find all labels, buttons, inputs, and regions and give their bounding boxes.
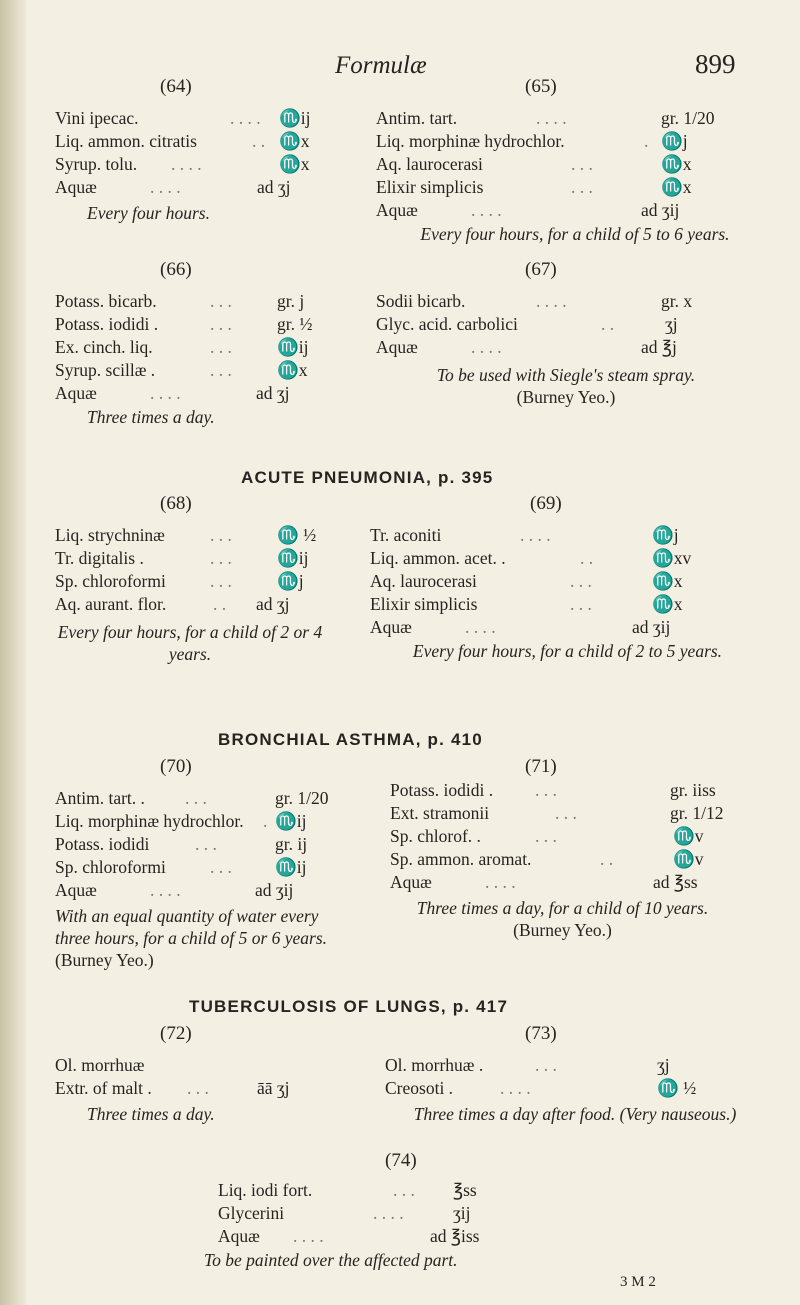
directions: Three times a day after food. (Very nauseous.)	[413, 1104, 737, 1124]
leader-dots: . . .	[571, 177, 593, 197]
section-heading: ACUTE PNEUMONIA, p. 395	[241, 468, 494, 487]
leader-dots: . . .	[210, 337, 232, 357]
ingredient-row	[376, 177, 756, 200]
ingredient-name: Tr. digitalis .	[55, 548, 144, 568]
leader-dots: . . .	[210, 291, 232, 311]
directions: Every four hours, for a child of 2 to 5 years.	[412, 641, 723, 661]
ingredient-name: Tr. aconiti	[370, 525, 442, 545]
ingredient-name: Liq. strychninæ	[55, 525, 165, 545]
ingredient-row	[355, 849, 770, 872]
ingredient-row	[355, 872, 770, 895]
ingredient-row	[55, 108, 310, 131]
ingredient-row	[355, 780, 770, 803]
formula-number: (74)	[385, 1150, 417, 1171]
leader-dots: . . .	[210, 857, 232, 877]
ingredient-row	[55, 1078, 325, 1101]
ingredient-qty: ʒij	[453, 1203, 471, 1223]
running-title: Formulæ	[335, 52, 427, 79]
leader-dots: . . . .	[230, 108, 261, 128]
ingredient-row	[218, 1226, 538, 1249]
ingredient-qty: ad ʒij	[255, 880, 294, 900]
directions: With an equal quantity of water every three hours, for a child of 5 or 6 years.	[55, 906, 328, 948]
ingredient-name: Aquæ	[390, 872, 432, 892]
ingredient-row	[218, 1203, 538, 1226]
ingredient-name: Liq. iodi fort.	[218, 1180, 313, 1200]
ingredient-name: Liq. morphinæ hydrochlor.	[376, 131, 565, 151]
ingredient-row	[55, 811, 345, 834]
ingredient-row	[55, 291, 310, 314]
ingredient-name: Extr. of malt .	[55, 1078, 152, 1098]
formula-68	[55, 525, 325, 665]
section-heading: TUBERCULOSIS OF LUNGS, p. 417	[189, 997, 509, 1016]
leader-dots: . . .	[210, 360, 232, 380]
formula-number: (72)	[160, 1023, 192, 1044]
formula-number: (65)	[525, 76, 557, 97]
ingredient-row	[370, 548, 765, 571]
ingredient-row	[55, 154, 310, 177]
ingredient-name: Elixir simplicis	[370, 594, 478, 614]
ingredient-row	[55, 548, 325, 571]
ingredient-qty: ♏j	[277, 571, 304, 591]
ingredient-name: Aquæ	[55, 177, 97, 197]
ingredient-qty: ad ℥j	[641, 337, 677, 357]
ingredient-row	[55, 571, 325, 594]
ingredient-qty: ʒj	[665, 314, 678, 334]
ingredient-name: Sp. chloroformi	[55, 857, 166, 877]
leader-dots: . . .	[210, 548, 232, 568]
credit: (Burney Yeo.)	[516, 387, 616, 407]
ingredient-qty: ♏x	[277, 360, 308, 380]
leader-dots: . . .	[210, 571, 232, 591]
formula-number: (69)	[530, 493, 562, 514]
ingredient-row	[370, 594, 765, 617]
directions: To be used with Siegle's steam spray.	[436, 365, 696, 385]
leader-dots: . .	[580, 548, 594, 568]
ingredient-name: Syrup. scillæ .	[55, 360, 156, 380]
ingredient-qty: āā ʒj	[257, 1078, 290, 1098]
leader-dots: . . . .	[373, 1203, 404, 1223]
ingredient-row	[55, 337, 310, 360]
section-heading: BRONCHIAL ASTHMA, p. 410	[218, 730, 483, 749]
ingredient-row	[370, 525, 765, 548]
ingredient-qty: gr. ½	[277, 314, 313, 334]
ingredient-row	[55, 314, 313, 337]
leader-dots: . . . .	[293, 1226, 324, 1246]
formula-70	[55, 788, 345, 971]
leader-dots: . . . .	[485, 872, 516, 892]
leader-dots: . . .	[185, 788, 207, 808]
leader-dots: . .	[601, 314, 615, 334]
page-gutter-shadow	[0, 0, 26, 1305]
ingredient-name: Glycerini	[218, 1203, 285, 1223]
ingredient-name: Syrup. tolu.	[55, 154, 138, 174]
ingredient-row	[55, 131, 310, 154]
leader-dots: . . .	[535, 780, 557, 800]
formula-69	[370, 525, 765, 662]
ingredient-qty: gr. 1/20	[275, 788, 329, 808]
directions: Every four hours, for a child of 2 or 4 years.	[57, 622, 323, 664]
ingredient-row	[55, 594, 325, 617]
formula-66	[55, 291, 313, 428]
leader-dots: . . .	[570, 571, 592, 591]
ingredient-qty: ♏x	[661, 154, 692, 174]
leader-dots: . . .	[210, 314, 232, 334]
formula-74	[204, 1180, 538, 1271]
ingredient-row	[55, 383, 310, 406]
ingredient-name: Potass. bicarb.	[55, 291, 157, 311]
ingredient-qty: gr. iiss	[670, 780, 716, 800]
leader-dots: . . .	[571, 154, 593, 174]
ingredient-name: Aq. laurocerasi	[370, 571, 477, 591]
formula-number: (73)	[525, 1023, 557, 1044]
ingredient-row	[55, 880, 345, 903]
ingredient-name: Ol. morrhuæ	[55, 1055, 145, 1075]
leader-dots: . . . .	[150, 383, 181, 403]
ingredient-row	[385, 1078, 765, 1101]
ingredient-qty: ad ʒj	[256, 383, 290, 403]
formula-number: (68)	[160, 493, 192, 514]
ingredient-qty: ad ʒj	[257, 177, 291, 197]
directions: To be painted over the affected part.	[204, 1250, 458, 1270]
ingredient-row	[376, 291, 756, 314]
ingredient-qty: ♏v	[673, 826, 704, 846]
ingredient-qty: ♏x	[652, 594, 683, 614]
ingredient-name: Ol. morrhuæ .	[385, 1055, 484, 1075]
ingredient-name: Aq. laurocerasi	[376, 154, 483, 174]
ingredient-row	[218, 1180, 538, 1203]
ingredient-name: Aquæ	[55, 880, 97, 900]
leader-dots: . . . .	[471, 337, 502, 357]
ingredient-qty: ♏j	[652, 525, 679, 545]
formula-number: (64)	[160, 76, 192, 97]
ingredient-name: Liq. ammon. acet. .	[370, 548, 506, 568]
ingredient-qty: ʒj	[657, 1055, 670, 1075]
ingredient-qty: gr. j	[277, 291, 305, 311]
ingredient-name: Aquæ	[370, 617, 412, 637]
ingredient-row	[55, 834, 345, 857]
ingredient-qty: gr. 1/20	[661, 108, 715, 128]
ingredient-qty: ad ℥iss	[430, 1226, 480, 1246]
formula-number: (66)	[160, 259, 192, 280]
ingredient-qty: ♏ij	[277, 337, 309, 357]
leader-dots: . . . .	[171, 154, 202, 174]
ingredient-name: Sp. chlorof. .	[390, 826, 481, 846]
leader-dots: . . .	[187, 1078, 209, 1098]
ingredient-row	[355, 803, 770, 826]
ingredient-name: Antim. tart. .	[55, 788, 145, 808]
ingredient-qty: ad ʒij	[632, 617, 671, 637]
ingredient-row	[55, 857, 345, 880]
leader-dots: . . . .	[150, 177, 181, 197]
ingredient-row	[55, 360, 310, 383]
ingredient-qty: gr. ij	[275, 834, 308, 854]
leader-dots: . . . .	[465, 617, 496, 637]
formula-65	[376, 108, 756, 245]
leader-dots: . . . .	[520, 525, 551, 545]
credit: (Burney Yeo.)	[55, 950, 154, 970]
ingredient-row	[385, 1055, 765, 1078]
leader-dots: . . .	[535, 826, 557, 846]
ingredient-name: Sp. chloroformi	[55, 571, 166, 591]
formula-73	[385, 1055, 765, 1125]
ingredient-name: Vini ipecac.	[55, 108, 139, 128]
ingredient-qty: ♏ ½	[657, 1078, 697, 1098]
formula-71	[355, 780, 770, 941]
formula-number: (67)	[525, 259, 557, 280]
leader-dots: . . . .	[471, 200, 502, 220]
leader-dots: . . . .	[150, 880, 181, 900]
ingredient-name: Aquæ	[376, 337, 418, 357]
leader-dots: . . .	[195, 834, 217, 854]
ingredient-qty: ♏x	[652, 571, 683, 591]
ingredient-qty: ♏ij	[279, 108, 311, 128]
ingredient-qty: ♏xv	[652, 548, 692, 568]
ingredient-name: Sp. ammon. aromat.	[390, 849, 532, 869]
directions: Every four hours.	[87, 203, 210, 223]
ingredient-qty: ♏j	[661, 131, 688, 151]
ingredient-row	[376, 200, 756, 223]
ingredient-name: Aquæ	[55, 383, 97, 403]
ingredient-name: Aq. aurant. flor.	[55, 594, 167, 614]
ingredient-row	[55, 525, 325, 548]
formula-number: (71)	[525, 756, 557, 777]
formula-67	[376, 291, 756, 408]
formula-64	[55, 108, 310, 224]
ingredient-qty: ad ℥ss	[653, 872, 698, 892]
ingredient-row	[376, 337, 756, 360]
directions: Three times a day, for a child of 10 years.	[416, 898, 709, 918]
leader-dots: .	[263, 811, 268, 831]
ingredient-qty: ad ʒij	[641, 200, 680, 220]
ingredient-row	[55, 788, 345, 811]
leader-dots: . . .	[210, 525, 232, 545]
ingredient-row	[376, 154, 756, 177]
leader-dots: . . . .	[536, 291, 567, 311]
ingredient-qty: ♏ij	[275, 811, 307, 831]
ingredient-name: Liq. morphinæ hydrochlor.	[55, 811, 244, 831]
ingredient-name: Aquæ	[218, 1226, 260, 1246]
ingredient-qty: gr. 1/12	[670, 803, 724, 823]
ingredient-qty: ♏v	[673, 849, 704, 869]
directions: Three times a day.	[87, 407, 215, 427]
leader-dots: . . . .	[536, 108, 567, 128]
ingredient-qty: ad ʒj	[256, 594, 290, 614]
leader-dots: . .	[213, 594, 227, 614]
ingredient-name: Potass. iodidi .	[55, 314, 159, 334]
leader-dots: . . .	[393, 1180, 415, 1200]
formula-number: (70)	[160, 756, 192, 777]
ingredient-qty: ♏ij	[275, 857, 307, 877]
ingredient-row	[370, 571, 765, 594]
ingredient-name: Potass. iodidi	[55, 834, 150, 854]
ingredient-qty: ♏x	[279, 131, 310, 151]
ingredient-row	[355, 826, 770, 849]
ingredient-name: Ex. cinch. liq.	[55, 337, 153, 357]
leader-dots: . . . .	[500, 1078, 531, 1098]
ingredient-name: Sodii bicarb.	[376, 291, 466, 311]
directions: Three times a day.	[87, 1104, 215, 1124]
ingredient-row	[376, 108, 756, 131]
credit: (Burney Yeo.)	[513, 920, 612, 940]
formula-72	[55, 1055, 325, 1125]
ingredient-name: Creosoti .	[385, 1078, 454, 1098]
ingredient-name: Liq. ammon. citratis	[55, 131, 197, 151]
ingredient-qty: gr. x	[661, 291, 693, 311]
ingredient-name: Glyc. acid. carbolici	[376, 314, 518, 334]
ingredient-qty: ♏x	[279, 154, 310, 174]
leader-dots: . . .	[535, 1055, 557, 1075]
ingredient-qty: ♏x	[661, 177, 692, 197]
ingredient-row	[376, 131, 756, 154]
leader-dots: .	[644, 131, 649, 151]
ingredient-name: Aquæ	[376, 200, 418, 220]
directions: Every four hours, for a child of 5 to 6 years.	[420, 224, 730, 244]
leader-dots: . .	[252, 131, 266, 151]
leader-dots: . . .	[555, 803, 577, 823]
page-number: 899	[695, 49, 736, 79]
ingredient-row	[376, 314, 756, 337]
ingredient-name: Antim. tart.	[376, 108, 458, 128]
ingredient-qty: ♏ij	[277, 548, 309, 568]
ingredient-name: Elixir simplicis	[376, 177, 484, 197]
ingredient-qty: ℥ss	[453, 1180, 477, 1200]
ingredient-row	[55, 1055, 325, 1078]
leader-dots: . . .	[570, 594, 592, 614]
leader-dots: . .	[600, 849, 614, 869]
ingredient-row	[55, 177, 310, 200]
ingredient-qty: ♏ ½	[277, 525, 317, 545]
ingredient-name: Potass. iodidi .	[390, 780, 494, 800]
ingredient-row	[370, 617, 765, 640]
signature-mark: 3 M 2	[620, 1274, 656, 1290]
ingredient-name: Ext. stramonii	[390, 803, 490, 823]
